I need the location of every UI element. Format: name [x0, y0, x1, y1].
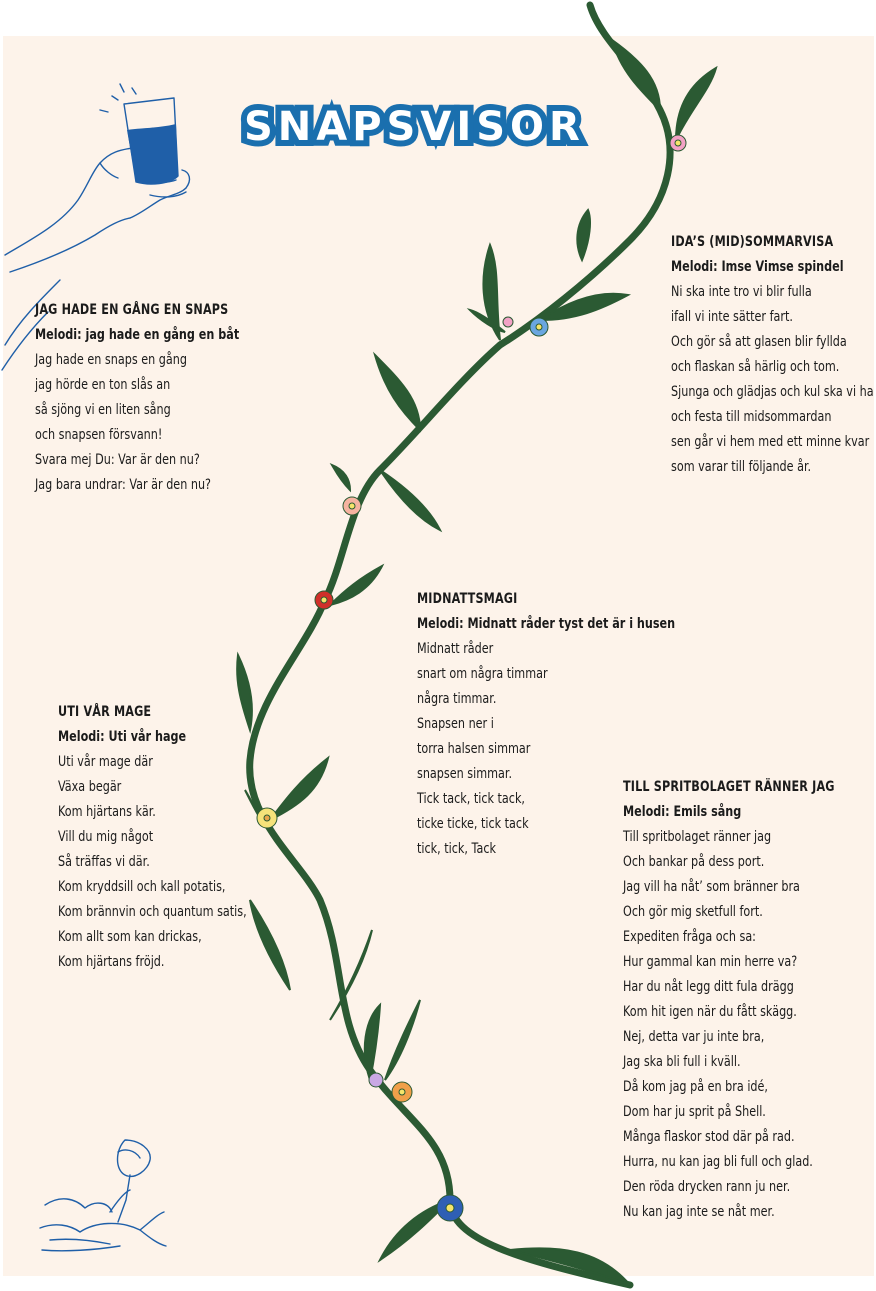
song-title: UTI VÅR MAGE — [58, 704, 152, 720]
song-till-spritbolaget — [623, 775, 835, 1225]
lyric-line: Hurra, nu kan jag bli full och glad. — [623, 1154, 813, 1170]
lyric-line: Många flaskor stod där på rad. — [623, 1129, 795, 1145]
song-title: MIDNATTSMAGI — [417, 591, 518, 607]
lyric-line: och snapsen försvann! — [35, 427, 163, 443]
lyric-line: Snapsen ner i — [417, 716, 494, 732]
lyric-line: Då kom jag på en bra idé, — [623, 1079, 768, 1095]
lyric-line: Jag hade en snaps en gång — [35, 352, 187, 368]
lyric-line: Kom brännvin och quantum satis, — [58, 904, 247, 920]
lyric-line: Och bankar på dess port. — [623, 854, 765, 870]
lyric-line: Kom hjärtans kär. — [58, 804, 156, 820]
lyric-line: Nu kan jag inte se nåt mer. — [623, 1204, 775, 1220]
lyric-line: Kom allt som kan drickas, — [58, 929, 202, 945]
lyric-line: torra halsen simmar — [417, 741, 531, 757]
song-lyrics — [35, 348, 239, 498]
lyric-line: snart om några timmar — [417, 666, 548, 682]
lyric-line: Jag bara undrar: Var är den nu? — [35, 477, 212, 493]
lyric-line: Jag ska bli full i kväll. — [623, 1054, 741, 1070]
lyric-line: Kom hit igen när du fått skägg. — [623, 1004, 797, 1020]
lyric-line: några timmar. — [417, 691, 497, 707]
song-melody: Melodi: Uti vår hage — [58, 729, 187, 745]
lyric-line: ifall vi inte sätter fart. — [671, 309, 793, 325]
song-ida-sommarvisa — [671, 230, 874, 480]
song-lyrics — [58, 750, 247, 975]
lyric-line: Kom kryddsill och kall potatis, — [58, 879, 226, 895]
song-melody: Melodi: jag hade en gång en båt — [35, 327, 240, 343]
lyric-line: sen går vi hem med ett minne kvar — [671, 434, 870, 450]
lyric-line: Till spritbolaget ränner jag — [623, 829, 772, 845]
song-jag-hade-en-gang-en-snaps — [35, 298, 239, 498]
lyric-line: Den röda drycken rann ju ner. — [623, 1179, 791, 1195]
flower-sketch-icon — [40, 1140, 166, 1251]
song-uti-var-mage — [58, 700, 247, 975]
lyric-line: ticke ticke, tick tack — [417, 816, 529, 832]
lyric-line: Och gör mig sketfull fort. — [623, 904, 763, 920]
lyric-line: och festa till midsommardan — [671, 409, 832, 425]
lyric-line: Hur gammal kan min herre va? — [623, 954, 798, 970]
lyric-line: tick, tick, Tack — [417, 841, 497, 857]
song-melody: Melodi: Midnatt råder tyst det är i husen — [417, 616, 676, 632]
lyric-line: Midnatt råder — [417, 641, 494, 657]
lyric-line: och flaskan så härlig och tom. — [671, 359, 840, 375]
lyric-line: Kom hjärtans fröjd. — [58, 954, 165, 970]
lyric-line: snapsen simmar. — [417, 766, 513, 782]
lyric-line: Och gör så att glasen blir fyllda — [671, 334, 847, 350]
lyric-line: så sjöng vi en liten sång — [35, 402, 171, 418]
song-melody: Melodi: Imse Vimse spindel — [671, 259, 844, 275]
lyric-line: Jag vill ha nåt’ som bränner bra — [623, 879, 800, 895]
song-title: IDA’S (MID)SOMMARVISA — [671, 234, 834, 250]
lyric-line: Sjunga och glädjas och kul ska vi ha — [671, 384, 874, 400]
lyric-line: Har du nåt legg ditt fula drägg — [623, 979, 794, 995]
lyric-line: Uti vår mage där — [58, 754, 153, 770]
song-title: TILL SPRITBOLAGET RÄNNER JAG — [623, 779, 835, 795]
lyric-line: Tick tack, tick tack, — [417, 791, 525, 807]
lyric-line: Dom har ju sprit på Shell. — [623, 1104, 766, 1120]
song-title: JAG HADE EN GÅNG EN SNAPS — [35, 302, 229, 318]
song-lyrics — [623, 825, 835, 1225]
song-melody: Melodi: Emils sång — [623, 804, 742, 820]
song-lyrics — [671, 280, 874, 480]
lyric-line: Vill du mig något — [58, 829, 154, 845]
lyric-line: Nej, detta var ju inte bra, — [623, 1029, 765, 1045]
lyric-line: Växa begär — [58, 779, 122, 795]
lyric-line: jag hörde en ton slås an — [35, 377, 171, 393]
lyric-line: Ni ska inte tro vi blir fulla — [671, 284, 812, 300]
page-title: SNAPSVISOR — [244, 104, 585, 150]
lyric-line: Svara mej Du: Var är den nu? — [35, 452, 200, 468]
lyric-line: Expediten fråga och sa: — [623, 929, 756, 945]
lyric-line: Så träffas vi där. — [58, 854, 150, 870]
lyric-line: som varar till följande år. — [671, 459, 812, 475]
